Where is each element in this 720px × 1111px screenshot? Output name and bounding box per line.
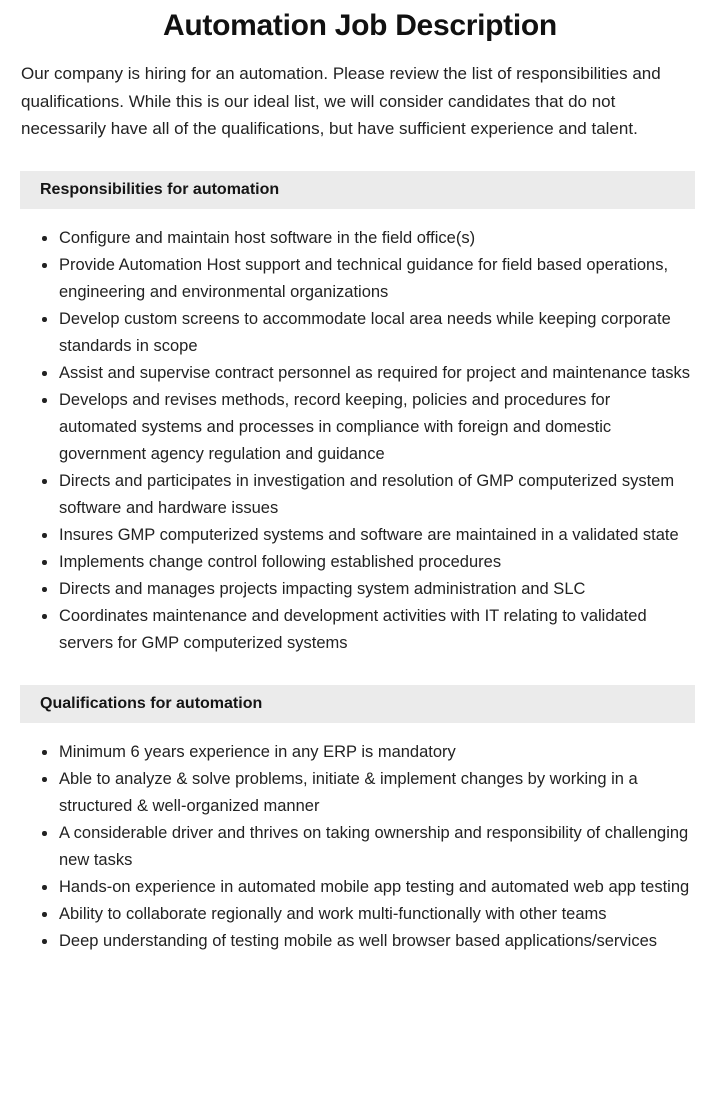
- intro-paragraph: Our company is hiring for an automation. Please review the list of responsibilities and qualifications. While this is our ideal list, we will consider candidates that do not necessarily have all of the qualifications, but have sufficient experience and talent.: [21, 64, 661, 138]
- responsibility-list-item: Directs and participates in investigation and resolution of GMP computerized system software and hardware issues: [0, 468, 690, 522]
- qualifications-list: [0, 723, 720, 955]
- responsibility-list-item: Coordinates maintenance and development activities with IT relating to validated servers for GMP computerized systems: [0, 603, 690, 657]
- responsibility-list-item: Insures GMP computerized systems and software are maintained in a validated state: [0, 522, 690, 549]
- responsibility-list-item: Configure and maintain host software in the field office(s): [0, 225, 690, 252]
- responsibility-list-item: Develop custom screens to accommodate local area needs while keeping corporate standards in scope: [0, 306, 690, 360]
- qualifications-section-header: [20, 685, 695, 723]
- responsibility-list-item: Assist and supervise contract personnel as required for project and maintenance tasks: [0, 360, 690, 387]
- qualification-list-item: Able to analyze & solve problems, initiate & implement changes by working in a structured & well-organized manner: [0, 766, 690, 820]
- responsibilities-list: [0, 209, 720, 657]
- qualification-list-item: A considerable driver and thrives on taking ownership and responsibility of challenging new tasks: [0, 820, 690, 874]
- page-title: Automation Job Description: [163, 9, 557, 42]
- qualification-list-item: Minimum 6 years experience in any ERP is mandatory: [0, 739, 690, 766]
- responsibilities-heading: Responsibilities for automation: [40, 180, 280, 198]
- qualifications-heading: Qualifications for automation: [40, 694, 263, 712]
- responsibility-list-item: Implements change control following established procedures: [0, 549, 690, 576]
- responsibilities-section-header: [20, 171, 695, 209]
- qualification-list-item: Hands-on experience in automated mobile app testing and automated web app testing: [0, 874, 690, 901]
- responsibility-list-item: Develops and revises methods, record keeping, policies and procedures for automated systems and processes in compliance with foreign and domestic government agency regulation and guidance: [0, 387, 690, 468]
- responsibility-list-item: Directs and manages projects impacting system administration and SLC: [0, 576, 690, 603]
- responsibility-list-item: Provide Automation Host support and technical guidance for field based operations, engineering and environmental organizations: [0, 252, 690, 306]
- qualification-list-item: Deep understanding of testing mobile as well browser based applications/services: [0, 928, 690, 955]
- qualification-list-item: Ability to collaborate regionally and work multi-functionally with other teams: [0, 901, 690, 928]
